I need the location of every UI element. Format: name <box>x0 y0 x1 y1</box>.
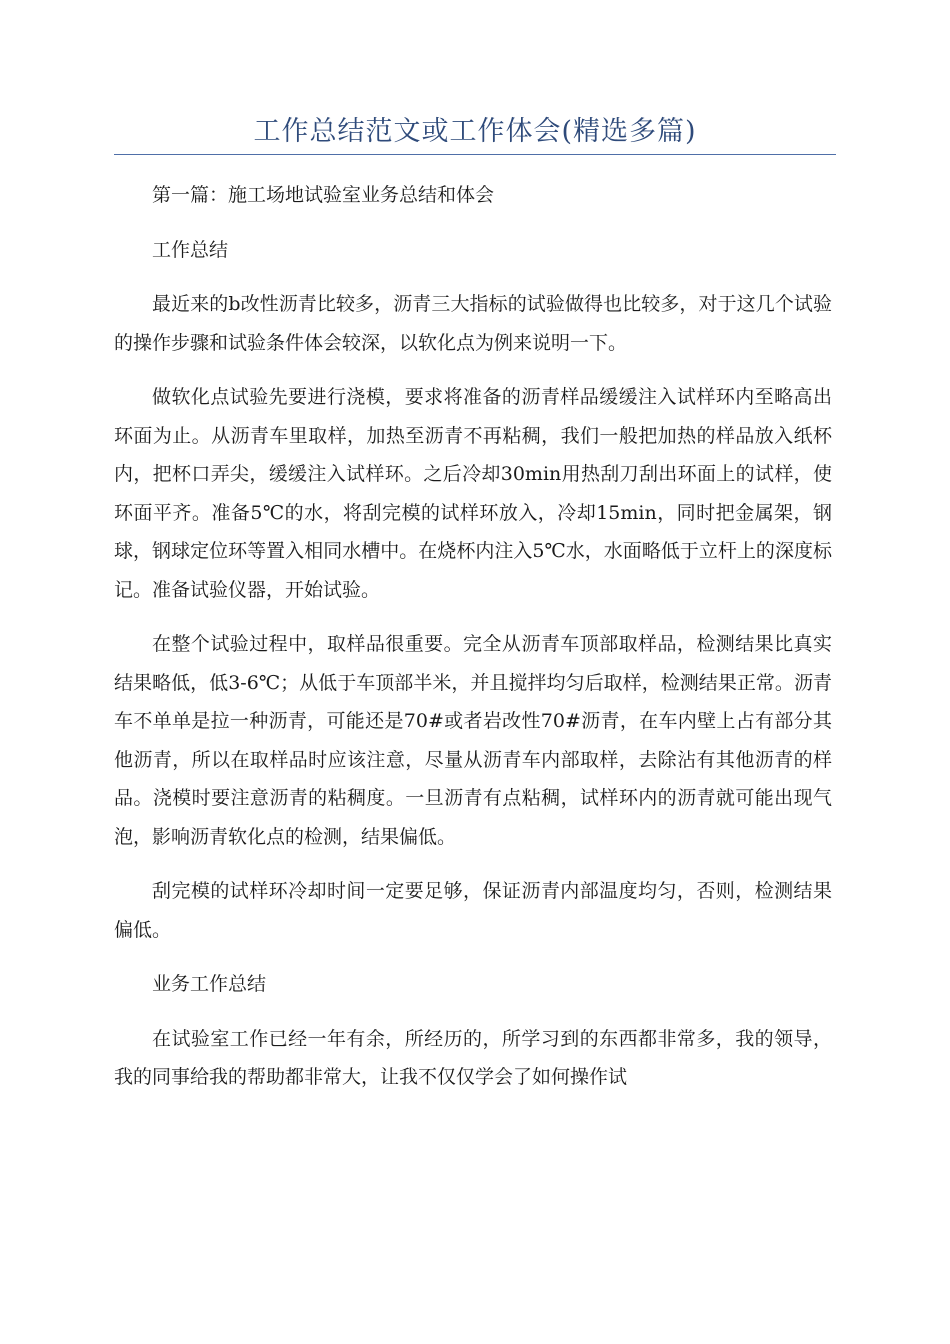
document-body <box>114 176 832 1113</box>
subsection-heading: 工作总结 <box>152 238 229 261</box>
subsection-heading: 业务工作总结 <box>152 973 267 995</box>
title-underline <box>114 154 836 155</box>
body-paragraph: 在试验室工作已经一年有余，所经历的，所学习到的东西都非常多，我的领导，我的同事给我的帮助都非常大，让我不仅仅学会了如何操作试 <box>114 1027 832 1088</box>
body-paragraph: 刮完模的试样环冷却时间一定要足够，保证沥青内部温度均匀，否则，检测结果偏低。 <box>114 880 832 941</box>
body-paragraph: 在整个试验过程中，取样品很重要。完全从沥青车顶部取样品，检测结果比真实结果略低，低3-6℃；从低于车顶部半米，并且搅拌均匀后取样，检测结果正常。沥青车不单单是拉一种沥青，可能还是70#或者岩改性70#沥青，在车内壁上占有部分其他沥青，所以在取样品时应该注意，尽量从沥青车内部取样，去除沾有其他沥青的样品。浇模时要注意沥青的粘稠度。一旦沥青有点粘稠，试样环内的沥青就可能出现气泡，影响沥青软化点的检测，结果偏低。 <box>114 633 832 848</box>
body-paragraph: 做软化点试验先要进行浇模，要求将准备的沥青样品缓缓注入试样环内至略高出环面为止。从沥青车里取样，加热至沥青不再粘稠，我们一般把加热的样品放入纸杯内，把杯口弄尖，缓缓注入试样环。之后冷却30min用热刮刀刮出环面上的试样，使环面平齐。准备5℃的水，将刮完模的试样环放入，冷却15min，同时把金属架，钢球，钢球定位环等置入相同水槽中。在烧杯内注入5℃水，水面略低于立杆上的深度标记。准备试验仪器，开始试验。 <box>114 386 832 601</box>
body-paragraph: 最近来的b改性沥青比较多，沥青三大指标的试验做得也比较多，对于这几个试验的操作步骤和试验条件体会较深，以软化点为例来说明一下。 <box>114 293 832 354</box>
document-title: 工作总结范文或工作体会(精选多篇) <box>253 116 697 147</box>
section-heading: 第一篇：施工场地试验室业务总结和体会 <box>152 184 495 206</box>
